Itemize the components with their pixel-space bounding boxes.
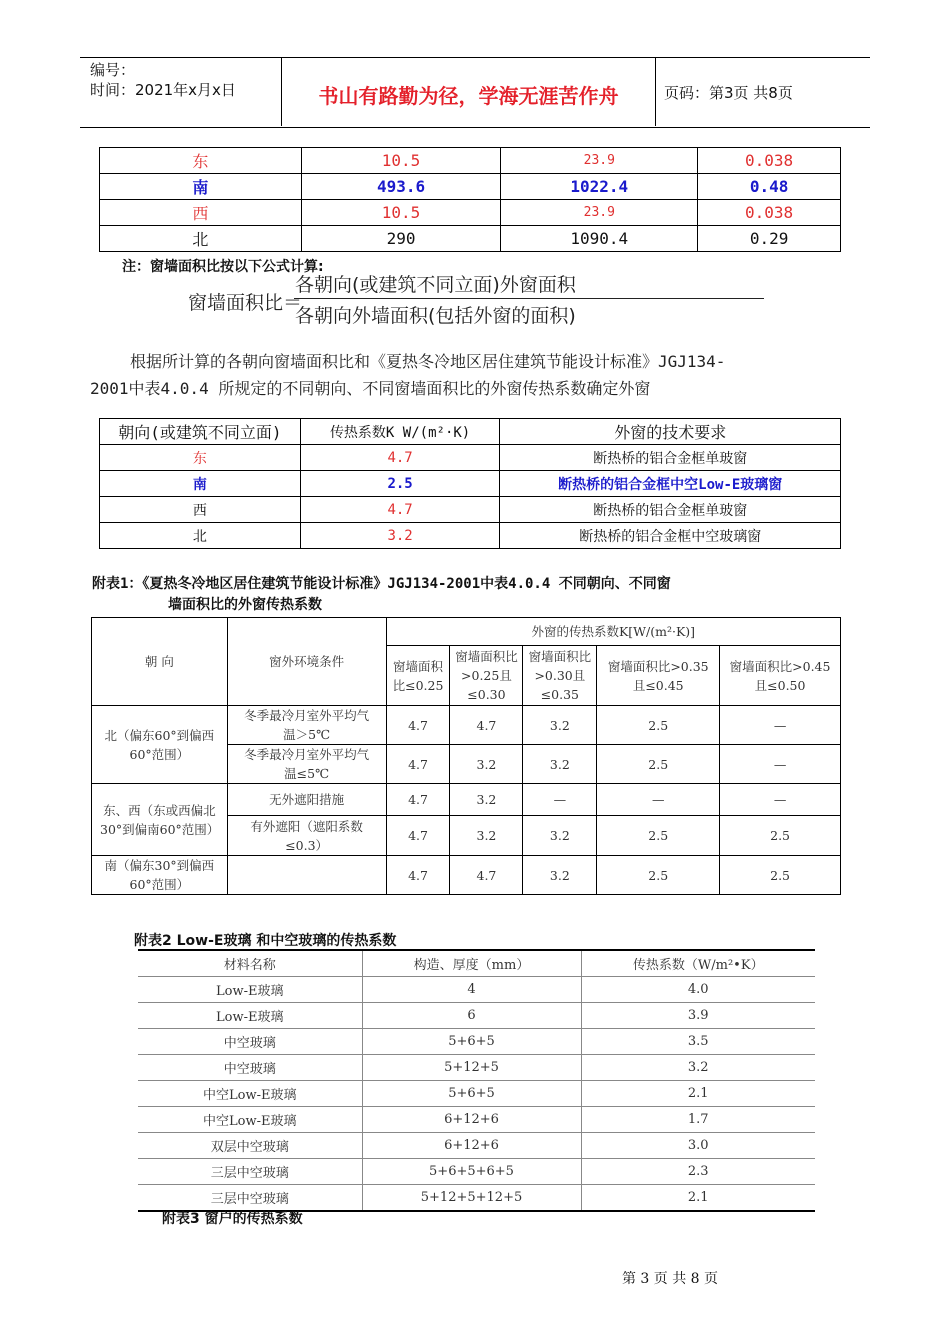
column-header: 外窗的技术要求: [500, 419, 841, 445]
value-cell: 4.7: [386, 816, 450, 856]
value-cell: 2.3: [581, 1159, 815, 1185]
table-row: [100, 471, 841, 497]
value-cell: 2.5: [720, 856, 841, 895]
column-header: 朝向(或建筑不同立面): [100, 419, 301, 445]
direction-cell: 南: [100, 471, 301, 497]
header-page-label: 页码：第3页 共8页: [664, 84, 793, 102]
value-cell: 0.48: [698, 174, 841, 200]
glass-rows: [138, 950, 815, 1211]
environment-cell: 冬季最冷月室外平均气温＞5℃: [227, 706, 386, 745]
direction-cell: 东: [100, 445, 301, 471]
direction-cell: 西: [100, 497, 301, 523]
value-cell: 2.5: [597, 856, 720, 895]
formula-note: 注：窗墙面积比按以下公式计算:: [122, 259, 324, 275]
value-cell: —: [720, 745, 841, 784]
column-header: 窗墙面积比≤0.25: [386, 646, 450, 706]
value-cell: 3.2: [450, 745, 523, 784]
table-row: [138, 1003, 815, 1029]
direction-cell: 东: [100, 148, 302, 174]
number-label: 编号：: [90, 61, 136, 79]
value-cell: 5+6+5: [362, 1081, 581, 1107]
material-cell: 三层中空玻璃: [138, 1159, 362, 1185]
value-cell: 3.2: [523, 745, 597, 784]
orientation-cell: 北（偏东60°到偏西60°范围）: [92, 706, 228, 784]
window-spec-rows: [100, 445, 841, 549]
window-wall-ratio-table: [99, 147, 841, 252]
material-cell: 中空Low-E玻璃: [138, 1107, 362, 1133]
value-cell: 5+12+5: [362, 1055, 581, 1081]
value-cell: 2.1: [581, 1185, 815, 1212]
value-cell: 3.2: [450, 816, 523, 856]
material-cell: 中空Low-E玻璃: [138, 1081, 362, 1107]
value-cell: 4.7: [386, 784, 450, 816]
table-row: [100, 226, 841, 252]
value-cell: 2.5: [300, 471, 500, 497]
value-cell: 23.9: [501, 148, 698, 174]
value-cell: 3.5: [581, 1029, 815, 1055]
column-header: 窗外环境条件: [227, 618, 386, 706]
value-cell: 0.038: [698, 200, 841, 226]
value-cell: 1090.4: [501, 226, 698, 252]
material-cell: 双层中空玻璃: [138, 1133, 362, 1159]
value-cell: 2.5: [597, 816, 720, 856]
value-cell: —: [523, 784, 597, 816]
value-cell: 3.2: [523, 706, 597, 745]
table-row: [138, 1081, 815, 1107]
appendix3-caption: 附表3 窗户的传热系数: [162, 1211, 303, 1227]
direction-cell: 南: [100, 174, 302, 200]
table-header-row: [100, 419, 841, 445]
value-cell: 1.7: [581, 1107, 815, 1133]
value-cell: 2.5: [597, 745, 720, 784]
material-cell: Low-E玻璃: [138, 1003, 362, 1029]
value-cell: 23.9: [501, 200, 698, 226]
table-row: [100, 174, 841, 200]
value-cell: 3.2: [300, 523, 500, 549]
formula-lhs: 窗墙面积比＝: [188, 292, 303, 314]
material-cell: 中空玻璃: [138, 1029, 362, 1055]
value-cell: 3.2: [523, 856, 597, 895]
value-cell: 4.0: [581, 977, 815, 1003]
column-header: 朝 向: [92, 618, 228, 706]
window-wall-ratio-rows: [100, 148, 841, 252]
value-cell: 5+6+5+6+5: [362, 1159, 581, 1185]
environment-cell: 有外遮阳（遮阳系数≤0.3）: [227, 816, 386, 856]
caption-line: 附表1：《夏热冬冷地区居住建筑节能设计标准》JGJ134-2001中表4.0.4 不同朝向、不同窗: [92, 576, 671, 592]
page-footer: [0, 1268, 950, 1288]
value-cell: 493.6: [301, 174, 501, 200]
column-header: 构造、厚度（mm）: [362, 950, 581, 977]
header-divider: [655, 57, 656, 126]
value-cell: 3.2: [581, 1055, 815, 1081]
value-cell: 4.7: [300, 445, 500, 471]
value-cell: 6: [362, 1003, 581, 1029]
table-row: [138, 1159, 815, 1185]
value-cell: 3.2: [450, 784, 523, 816]
table-row: [100, 200, 841, 226]
value-cell: 4.7: [450, 856, 523, 895]
value-cell: 290: [301, 226, 501, 252]
formula-denominator: 各朝向外墙面积(包括外窗的面积): [295, 305, 576, 327]
direction-cell: 北: [100, 226, 302, 252]
standard-coefficient-table: [91, 617, 841, 895]
value-cell: —: [597, 784, 720, 816]
table-row: [100, 445, 841, 471]
table-header-row: [92, 618, 841, 646]
value-cell: —: [720, 784, 841, 816]
column-header: 窗墙面积比>0.25且≤0.30: [450, 646, 523, 706]
value-cell: 6+12+6: [362, 1107, 581, 1133]
table-row: [100, 148, 841, 174]
table-row: [138, 977, 815, 1003]
appendix1-caption: [92, 574, 671, 616]
material-cell: 三层中空玻璃: [138, 1185, 362, 1212]
value-cell: 0.29: [698, 226, 841, 252]
table-row: [138, 1029, 815, 1055]
header-meta: [90, 60, 236, 100]
header-motto: 书山有路勤为径，学海无涯苦作舟: [318, 84, 619, 108]
orientation-cell: 东、西（东或西偏北30°到偏南60°范围）: [92, 784, 228, 856]
requirement-cell: 断热桥的铝合金框中空玻璃窗: [500, 523, 841, 549]
requirement-cell: 断热桥的铝合金框中空Low-E玻璃窗: [500, 471, 841, 497]
column-header: 窗墙面积比>0.35且≤0.45: [597, 646, 720, 706]
value-cell: 3.9: [581, 1003, 815, 1029]
date-label: 时间：2021年x月x日: [90, 81, 236, 99]
column-group-header: 外窗的传热系数K[W/(m²·K)]: [386, 618, 840, 646]
formula-numerator: 各朝向(或建筑不同立面)外窗面积: [295, 274, 576, 296]
direction-cell: 西: [100, 200, 302, 226]
value-cell: 3.0: [581, 1133, 815, 1159]
table-row: [138, 1133, 815, 1159]
value-cell: 10.5: [301, 148, 501, 174]
table-row: [138, 1107, 815, 1133]
footer-page-number: 第 3 页 共 8 页: [621, 1271, 719, 1287]
value-cell: 5+12+5+12+5: [362, 1185, 581, 1212]
value-cell: 4.7: [386, 856, 450, 895]
environment-cell: 无外遮阳措施: [227, 784, 386, 816]
requirement-cell: 断热桥的铝合金框单玻窗: [500, 497, 841, 523]
material-cell: 中空玻璃: [138, 1055, 362, 1081]
column-header: 材料名称: [138, 950, 362, 977]
value-cell: 1022.4: [501, 174, 698, 200]
table-header-row: [138, 950, 815, 977]
table-row: [92, 706, 841, 745]
value-cell: 4.7: [386, 745, 450, 784]
window-spec-table: [99, 418, 841, 549]
orientation-cell: 南（偏东30°到偏西60°范围）: [92, 856, 228, 895]
column-header: 传热系数（W/m²•K）: [581, 950, 815, 977]
appendix2-caption: 附表2 Low-E玻璃 和中空玻璃的传热系数: [134, 933, 397, 949]
value-cell: 6+12+6: [362, 1133, 581, 1159]
value-cell: —: [720, 706, 841, 745]
direction-cell: 北: [100, 523, 301, 549]
material-cell: Low-E玻璃: [138, 977, 362, 1003]
paragraph-line: 2001中表4.0.4 所规定的不同朝向、不同窗墙面积比的外窗传热系数确定外窗: [90, 379, 651, 398]
value-cell: 4.7: [450, 706, 523, 745]
table-row: [92, 784, 841, 816]
value-cell: 10.5: [301, 200, 501, 226]
body-paragraph: [90, 348, 850, 402]
caption-line: 墙面积比的外窗传热系数: [168, 597, 322, 613]
value-cell: 2.5: [720, 816, 841, 856]
requirement-cell: 断热桥的铝合金框单玻窗: [500, 445, 841, 471]
value-cell: 2.1: [581, 1081, 815, 1107]
table-row: [138, 1055, 815, 1081]
value-cell: 4: [362, 977, 581, 1003]
environment-cell: [227, 856, 386, 895]
table-row: [100, 497, 841, 523]
value-cell: 5+6+5: [362, 1029, 581, 1055]
paragraph-line: 根据所计算的各朝向窗墙面积比和《夏热冬冷地区居住建筑节能设计标准》JGJ134-: [130, 352, 726, 371]
glass-coefficient-table: [138, 949, 815, 1212]
column-header: 传热系数K W/(m²·K): [300, 419, 500, 445]
table-row: [100, 523, 841, 549]
value-cell: 3.2: [523, 816, 597, 856]
column-header: 窗墙面积比>0.45且≤0.50: [720, 646, 841, 706]
fraction-bar: [294, 298, 764, 299]
value-cell: 4.7: [300, 497, 500, 523]
column-header: 窗墙面积比>0.30且≤0.35: [523, 646, 597, 706]
value-cell: 2.5: [597, 706, 720, 745]
table-row: [92, 856, 841, 895]
value-cell: 0.038: [698, 148, 841, 174]
environment-cell: 冬季最冷月室外平均气温≤5℃: [227, 745, 386, 784]
value-cell: 4.7: [386, 706, 450, 745]
